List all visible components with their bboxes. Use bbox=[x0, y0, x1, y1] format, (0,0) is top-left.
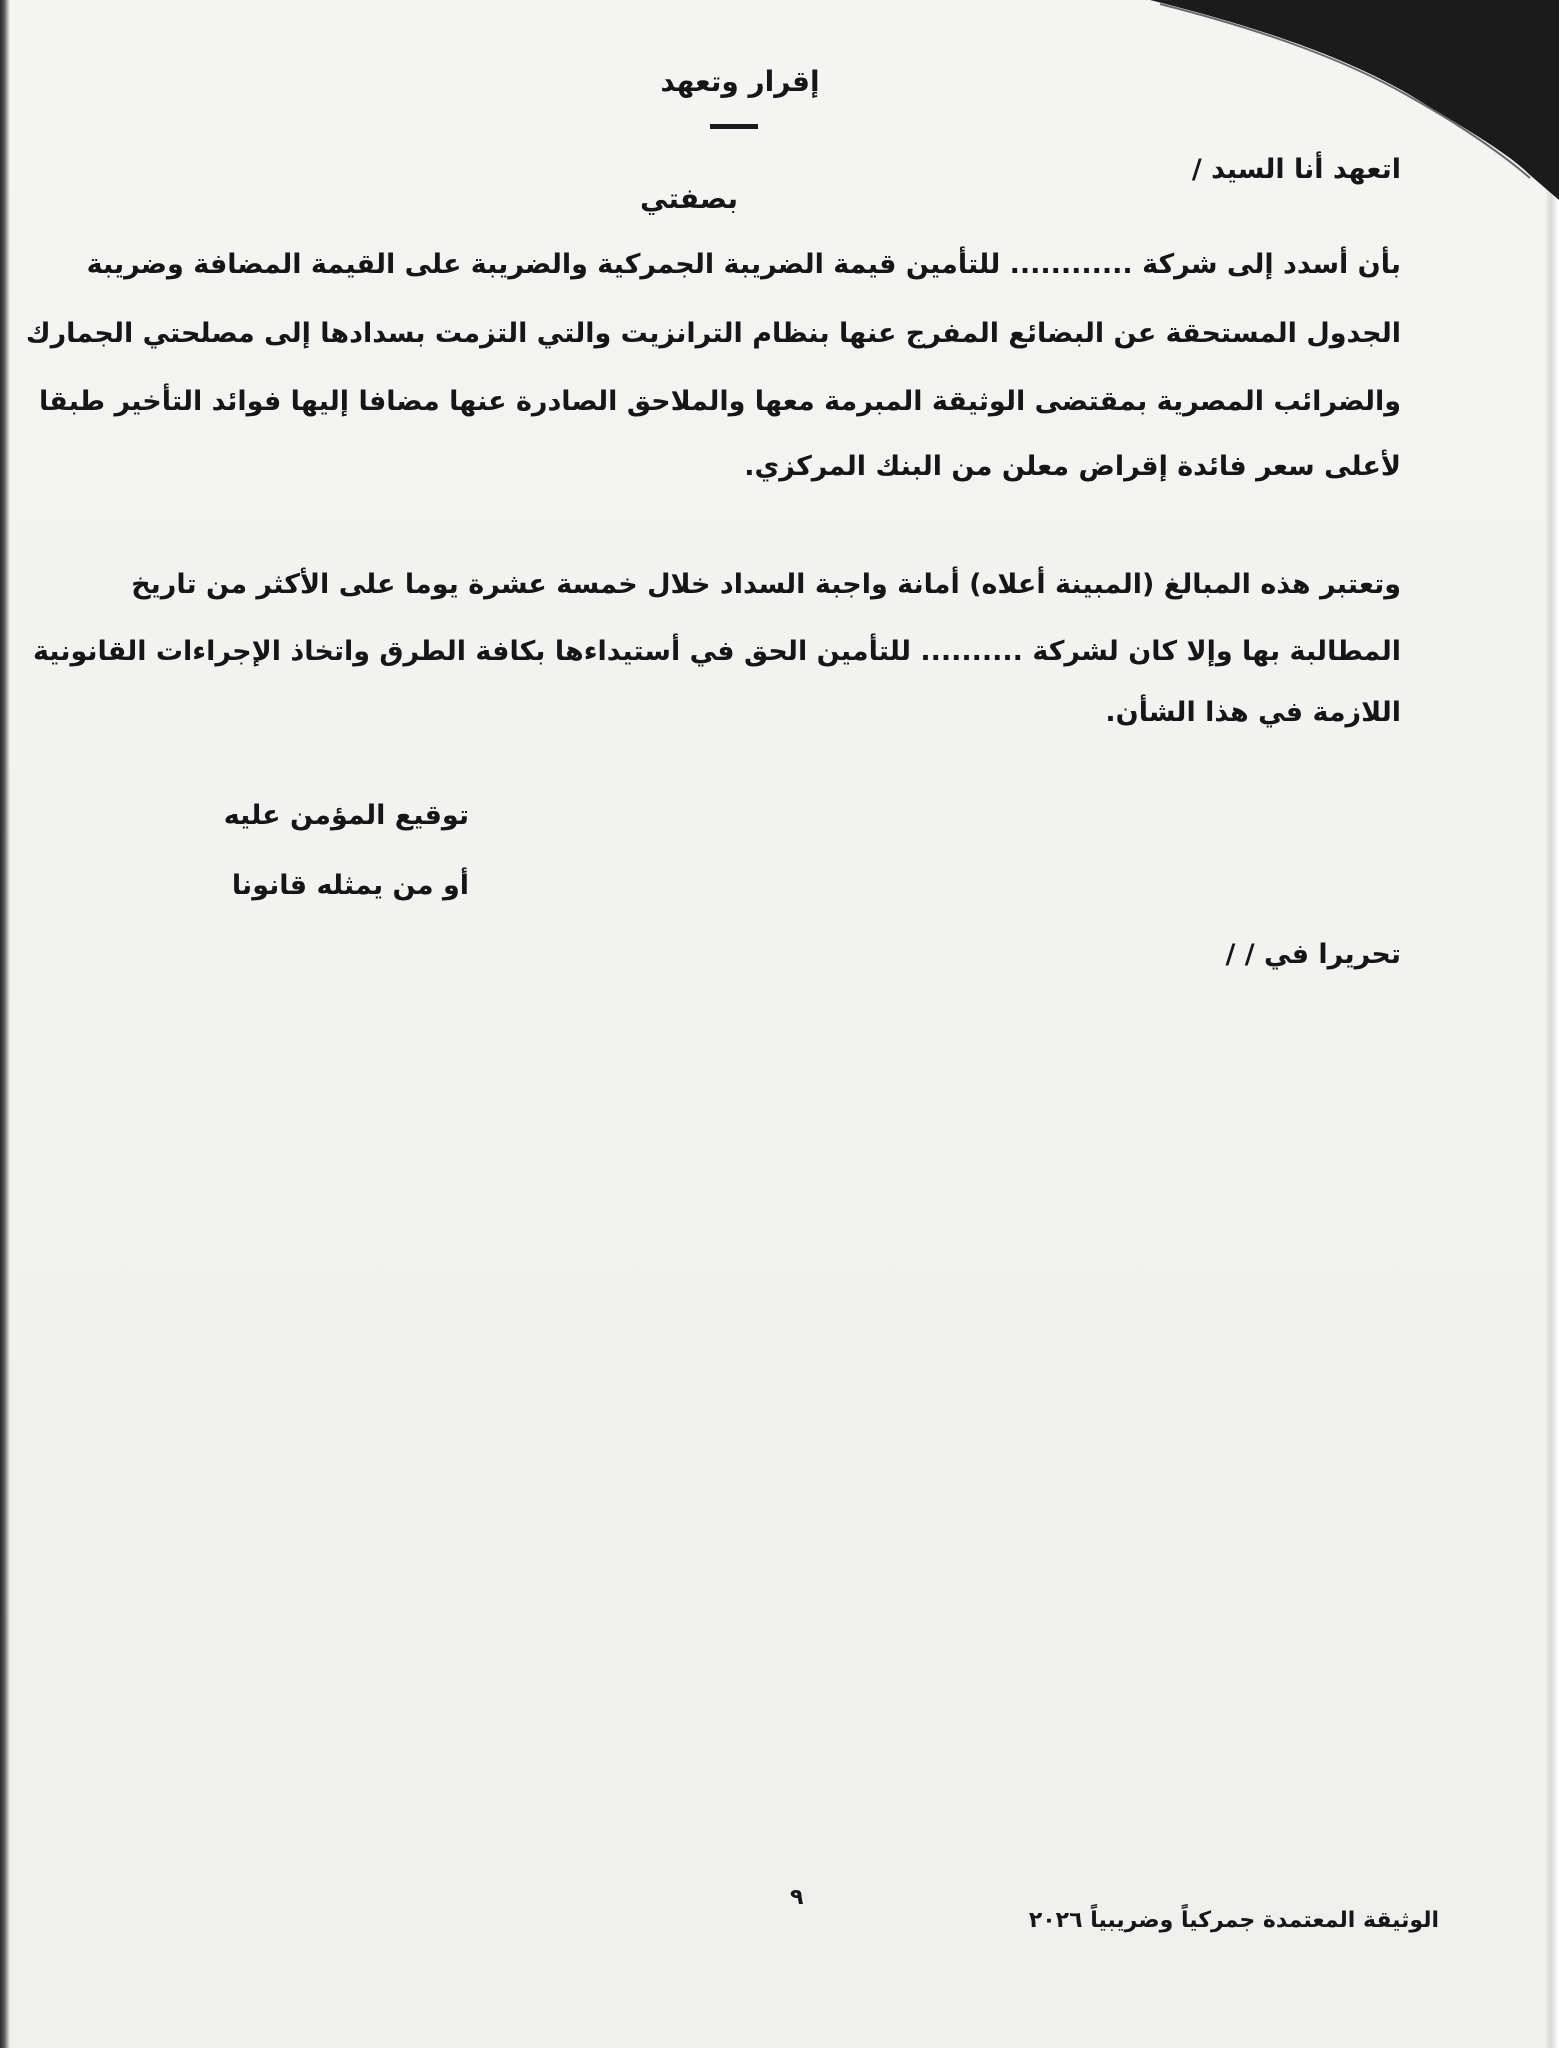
paragraph2-line2: المطالبة بها وإلا كان لشركة .......... للتأمين الحق في أستيداءها بكافة الطرق واتخاذ الإجراءات القانونية bbox=[32, 636, 1401, 667]
paragraph1-line2: الجدول المستحقة عن البضائع المفرج عنها بنظام الترانزيت والتي التزمت بسدادها إلى مصلحتي الجمارك bbox=[25, 318, 1401, 349]
paragraph2-line1: وتعتبر هذه المبالغ (المبينة أعلاه) أمانة واجبة السداد خلال خمسة عشرة يوما على الأكثر من تاريخ bbox=[131, 569, 1401, 600]
capacity-label: بصفتي bbox=[640, 182, 739, 215]
dated-line: تحريرا في / / bbox=[1225, 939, 1401, 970]
signature-label: توقيع المؤمن عليه bbox=[223, 800, 469, 831]
scan-edge-right bbox=[1545, 0, 1559, 2048]
page-number: ٩ bbox=[790, 1885, 804, 1910]
declarant-line: اتعهد أنا السيد / bbox=[1191, 154, 1401, 185]
document-title: إقرار وتعهد bbox=[660, 65, 820, 98]
paragraph1-line1: بأن أسدد إلى شركة ............ للتأمين قيمة الضريبة الجمركية والضريبة على القيمة المضافة وضريبة bbox=[86, 249, 1401, 280]
footer-text: الوثيقة المعتمدة جمركياً وضريبياً ٢٠٢٦ bbox=[1028, 1908, 1439, 1933]
signature-alt: أو من يمثله قانونا bbox=[231, 870, 469, 901]
paragraph1-line4: لأعلى سعر فائدة إقراض معلن من البنك المركزي. bbox=[744, 451, 1401, 482]
title-underline bbox=[710, 124, 758, 129]
paragraph2-line3: اللازمة في هذا الشأن. bbox=[1105, 697, 1401, 728]
paragraph1-line3: والضرائب المصرية بمقتضى الوثيقة المبرمة معها والملاحق الصادرة عنها مضافا إليها فوائد التأخير طبقا bbox=[39, 386, 1401, 417]
scan-edge-left bbox=[0, 0, 10, 2048]
